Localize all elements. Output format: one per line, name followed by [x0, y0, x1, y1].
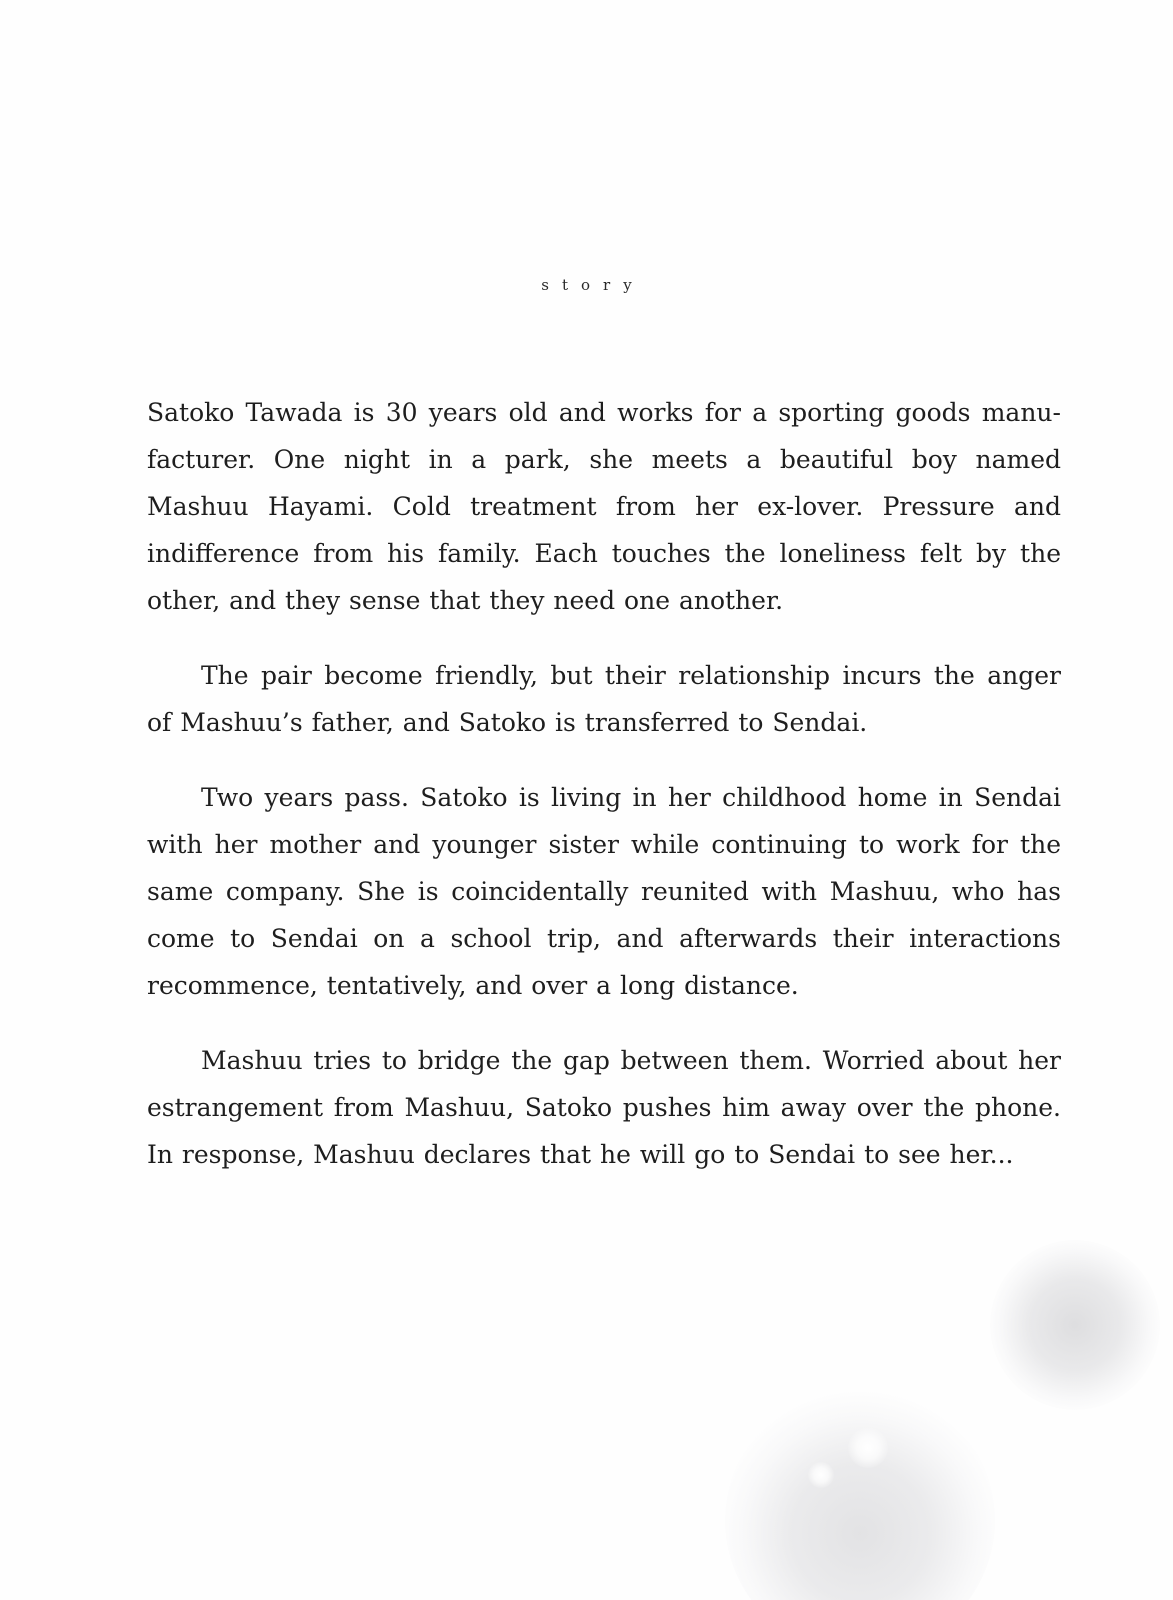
paragraph-3: Two years pass. Satoko is living in her childhood home in Sendai with her mother and younger sister while continuing to work for the same company. She is coincidentally reunited with Mashuu, who has come to Sendai on a school trip, and afterwards their interactions recommence, tentatively, and over a long distance.	[147, 783, 1061, 1000]
paragraph-1: Satoko Tawada is 30 years old and works for a sporting goods manufacturer. One night in a park, she meets a beautiful boy named Mashuu Hayami. Cold treatment from her ex-lover. Pressure and indifference from his family. Each touches the loneliness felt by the other, and they sense that they need one another.	[147, 398, 1061, 615]
decorative-bokeh-bottom	[725, 1385, 995, 1600]
decorative-highlight	[848, 1428, 888, 1468]
paragraph-4: Mashuu tries to bridge the gap between them. Worried about her estrangement from Mashuu, Satoko pushes him away over the phone. In response, Mashuu declares that he will go to Sendai to see her...	[147, 1046, 1061, 1169]
decorative-highlight	[808, 1462, 834, 1488]
story-body	[147, 389, 1061, 1206]
section-heading: story	[541, 276, 645, 294]
paragraph-2: The pair become friendly, but their relationship incurs the anger of Mashuu’s father, and Satoko is transferred to Sendai.	[147, 661, 1061, 737]
decorative-bokeh-right	[990, 1240, 1160, 1410]
